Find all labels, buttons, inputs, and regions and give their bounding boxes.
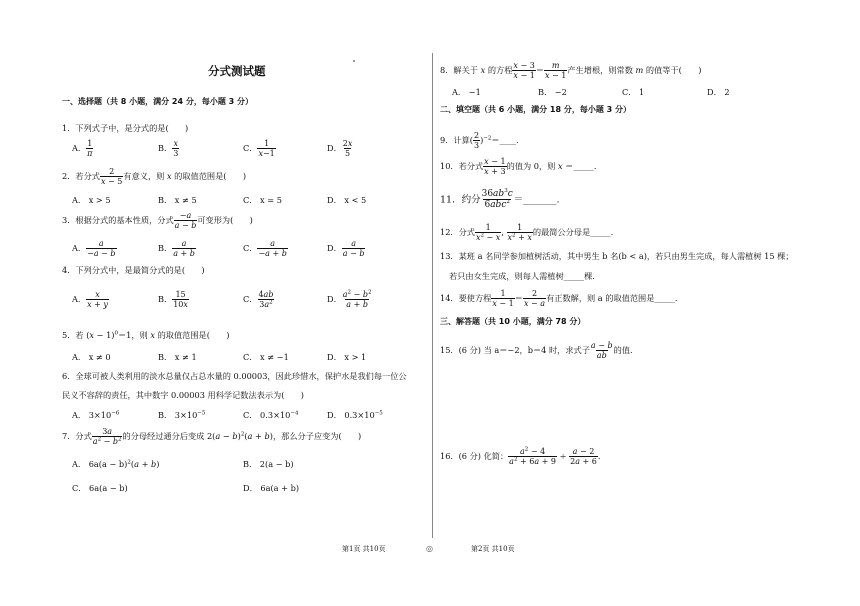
q8-option-b: B． −2 — [538, 87, 567, 97]
dot-mark — [353, 60, 355, 62]
q7-stem: 7．分式 $\frac{3a}{a^2 - b^2}$ 的分母经过通分后变成 $2(a - b)^2(a + b)$，那么分子应变为( ) — [62, 427, 362, 446]
section-2-heading: 二、填空题（共 6 小题，满分 18 分，每小题 3 分） — [440, 105, 631, 114]
q12-stem: 12．分式 $\frac{1}{x^2 - x}$ , $\frac{1}{x^2 + x}$ 的最简公分母是_____. — [440, 223, 614, 242]
q13-line-2: 若只由女生完成，则每人需植树_____棵. — [449, 271, 595, 281]
q6-option-c: C． $0.3\times 10^{-4}$ — [243, 410, 299, 420]
q2-stem: 2．若分式 $\frac{2}{x - 5}$ 有意义，则 x 的取值范围是( ) — [62, 167, 247, 186]
q3-option-d: D． $\frac{a}{a - b}$ — [327, 239, 365, 258]
q3-option-c: C． $\frac{a}{-a + b}$ — [243, 239, 287, 258]
q6-option-a: A． $3\times 10^{-6}$ — [72, 410, 120, 420]
q5-option-c: C． x ≠ −1 — [243, 352, 289, 362]
q1-option-a: A． $\frac{1}{\pi}$ — [72, 139, 93, 158]
q7-option-d: D． 6a(a + b) — [243, 483, 300, 493]
section-1-heading: 一、选择题（共 8 小题，满分 24 分，每小题 3 分） — [62, 97, 253, 106]
q8-option-c: C． 1 — [622, 87, 645, 97]
footer-center-mark: ◎ — [426, 544, 433, 553]
q11-stem: 11．约分 $36ab^3c$ 6abc$^2$ ＝_______. — [440, 188, 560, 210]
q6-line-1: 6．全球可被人类利用的淡水总量仅占总水量的 0.00003，因此珍惜水，保护水是我们每一位公 — [62, 371, 407, 381]
q6-option-b: B． $3\times 10^{-5}$ — [158, 410, 206, 420]
q1-stem: 1．下列式子中，是分式的是( ) — [62, 123, 189, 133]
q3-option-b: B． $\frac{a}{a + b}$ — [158, 239, 195, 258]
q2-option-a: A． x > 5 — [72, 195, 111, 205]
section-3-heading: 三、解答题（共 10 小题，满分 78 分） — [440, 317, 586, 326]
q4-option-b: B． $\frac{15}{10x}$ — [158, 290, 188, 309]
q4-option-d: D． $\frac{a^2 - b^2}{a + b}$ — [327, 289, 372, 309]
footer-page-left: 第1页 共10页 — [342, 545, 386, 553]
q6-line-2: 民义不容辞的责任，其中数字 0.00003 用科学记数法表示为( ) — [62, 390, 304, 400]
q7-option-b: B． 2(a − b) — [243, 459, 294, 469]
q5-option-a: A． x ≠ 0 — [72, 352, 111, 362]
q1-option-b: B． $\frac{x}{3}$ — [158, 139, 179, 158]
q6-option-d: D． $0.3\times 10^{-5}$ — [327, 410, 383, 420]
q5-option-b: B． x ≠ 1 — [158, 352, 197, 362]
q1-option-c: C． $\frac{1}{x-1}$ — [243, 139, 275, 158]
q13-line-1: 13．某班 a 名同学参加植树活动，其中男生 b 名(b < a)，若只由男生完成，每人需植树 15 棵； — [440, 251, 794, 261]
q8-option-d: D． 2 — [707, 87, 730, 97]
q2-option-d: D． x < 5 — [327, 195, 367, 205]
q8-stem: 8．解关于 x 的方程 $\frac{x - 3}{x - 1}$ ＝ $\frac{m}{x - 1}$ 产生增根，则常数 m 的值等于( ) — [440, 61, 702, 80]
q4-option-c: C． $\frac{4ab}{3a^2}$ — [243, 290, 274, 309]
page-divider — [432, 53, 433, 538]
q10-stem: 10．若分式 $\frac{x - 1}{x + 3}$ 的值为 0，则 x ＝_____. — [440, 157, 597, 176]
q9-stem: 9．计算( $\frac{2}{3}$ )$^{-2}$＝____. — [440, 131, 519, 150]
footer-page-right: 第2页 共10页 — [471, 545, 515, 553]
q5-option-d: D． x > 1 — [327, 352, 367, 362]
q7-option-a: A． $6a(a - b)^2(a + b)$ — [72, 459, 160, 469]
q5-stem: 5．若 $(x - 1)^0=1$，则 x 的取值范围是( ) — [62, 330, 230, 340]
q3-option-a: A． $\frac{a}{-a - b}$ — [72, 239, 116, 258]
q7-option-c: C． 6a(a − b) — [72, 483, 128, 493]
page-title: 分式测试题 — [208, 64, 266, 78]
q14-stem: 14．要使方程 $\frac{1}{x - 1}$ ＝ $\frac{2}{x - a}$ 有正数解，则 a 的取值范围是_____. — [440, 289, 678, 308]
q4-option-a: A． $\frac{x}{x + y}$ — [72, 290, 108, 309]
q4-stem: 4．下列分式中，是最简分式的是( ) — [62, 265, 205, 275]
q1-option-d: D． $\frac{2x}{5}$ — [327, 139, 353, 158]
q2-option-c: C． x = 5 — [243, 195, 282, 205]
q16-stem: 16．(6 分) 化简： $\frac{a^2 - 4}{a^2 + 6a + 9}$ ÷ $\frac{a - 2}{2a + 6}$ . — [440, 446, 601, 466]
q8-option-a: A． −1 — [452, 87, 481, 97]
q2-option-b: B． x ≠ 5 — [158, 195, 197, 205]
q15-stem: 15．(6 分) 当 a＝−2，b＝4 时，求式子 $\frac{a - b}{ab}$ 的值. — [440, 341, 633, 360]
q3-stem: 3．根据分式的基本性质，分式 $\frac{-a}{a - b}$ 可变形为( ) — [62, 211, 253, 230]
